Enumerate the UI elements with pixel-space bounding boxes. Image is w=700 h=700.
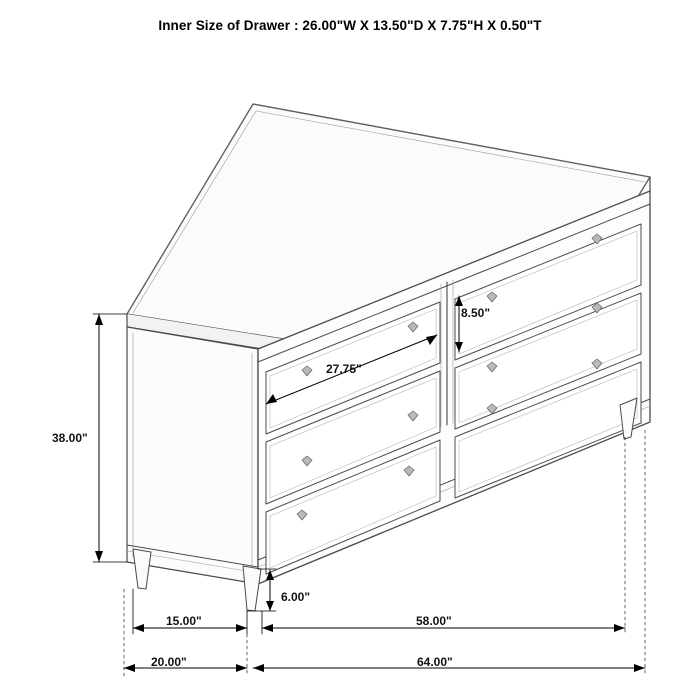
dim-label-right-width-58: 58.00"	[416, 614, 452, 628]
dim-label-left-width-15: 15.00"	[166, 614, 202, 628]
dim-height-38	[93, 314, 127, 562]
dim-label-total-width-64: 64.00"	[417, 655, 453, 669]
dim-label-drawer-width-2775: 27.75"	[326, 362, 362, 376]
left-side-panel	[127, 327, 258, 584]
dim-label-leg-6: 6.00"	[281, 590, 311, 604]
dim-label-height-38: 38.00"	[52, 431, 88, 445]
dim-label-drawer-height-850: 8.50"	[461, 306, 491, 320]
dim-label-depth-20: 20.00"	[151, 655, 187, 669]
page-title: Inner Size of Drawer : 26.00"W X 13.50"D X 7.75"H X 0.50"T	[158, 18, 542, 33]
